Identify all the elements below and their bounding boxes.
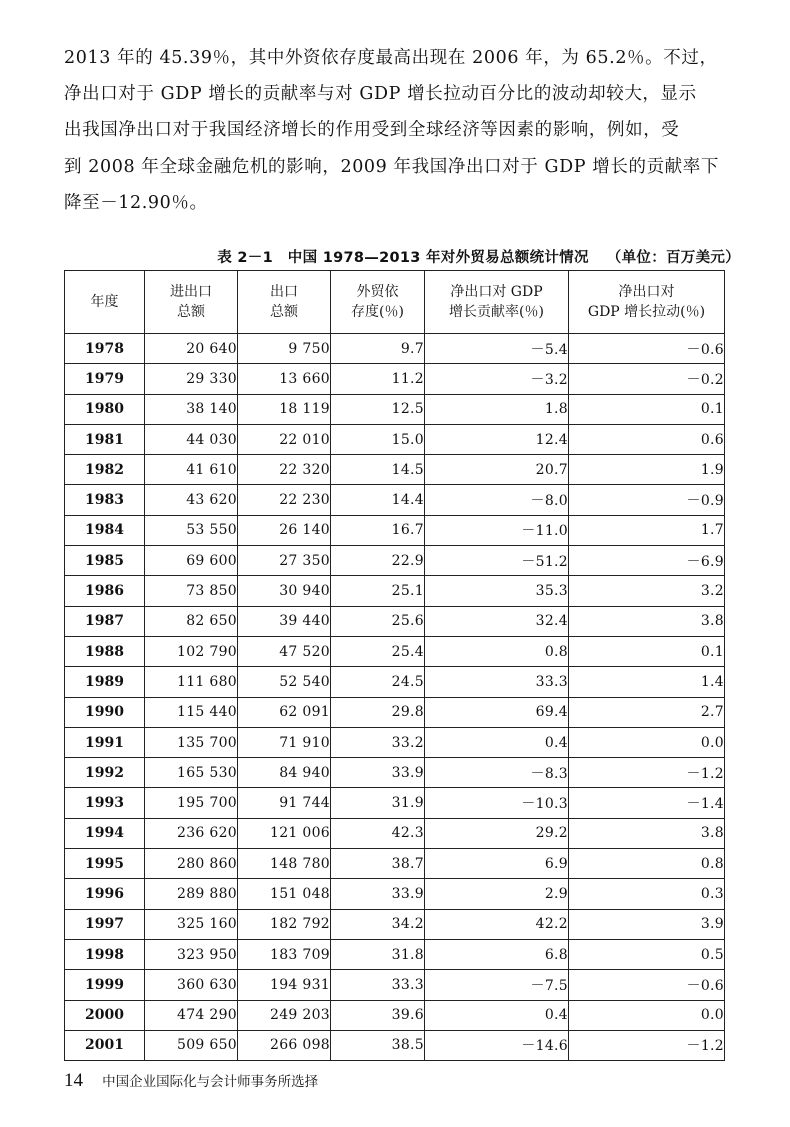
exports-cell: 22 010 xyxy=(238,424,331,454)
header-label: GDP 增长拉动(％) xyxy=(587,304,706,320)
header-label: 年度 xyxy=(90,294,119,310)
header-cell xyxy=(238,271,331,334)
dependency-cell: 11.2 xyxy=(331,364,425,394)
exports-cell: 194 931 xyxy=(238,970,331,1000)
exports-cell: 30 940 xyxy=(238,576,331,606)
contribution-cell: －5.4 xyxy=(425,334,569,364)
total-trade-cell: 111 680 xyxy=(145,667,238,697)
dependency-cell: 14.4 xyxy=(331,485,425,515)
year-cell: 1991 xyxy=(65,727,145,757)
total-trade-cell: 115 440 xyxy=(145,697,238,727)
year-cell: 1995 xyxy=(65,849,145,879)
header-label: 净出口对 GDP xyxy=(450,284,543,300)
exports-cell: 71 910 xyxy=(238,727,331,757)
total-trade-cell: 236 620 xyxy=(145,818,238,848)
pull-cell: －0.9 xyxy=(569,485,725,515)
table-row xyxy=(65,334,725,364)
pull-cell: －0.2 xyxy=(569,364,725,394)
header-cell xyxy=(65,271,145,334)
year-cell: 2001 xyxy=(65,1030,145,1060)
total-trade-cell: 280 860 xyxy=(145,849,238,879)
table-row xyxy=(65,697,725,727)
contribution-cell: 42.2 xyxy=(425,909,569,939)
exports-cell: 121 006 xyxy=(238,818,331,848)
contribution-cell: 20.7 xyxy=(425,455,569,485)
year-cell: 2000 xyxy=(65,1000,145,1030)
pull-cell: 3.8 xyxy=(569,818,725,848)
year-cell: 1998 xyxy=(65,939,145,969)
pull-cell: －1.4 xyxy=(569,788,725,818)
year-cell: 1996 xyxy=(65,879,145,909)
total-trade-cell: 73 850 xyxy=(145,576,238,606)
pull-cell: －6.9 xyxy=(569,546,725,576)
exports-cell: 183 709 xyxy=(238,939,331,969)
exports-cell: 52 540 xyxy=(238,667,331,697)
pull-cell: 0.0 xyxy=(569,1000,725,1030)
paragraph-line: 2013 年的 45.39％，其中外资依存度最高出现在 2006 年，为 65.2％。不过， xyxy=(64,48,718,68)
contribution-cell: －51.2 xyxy=(425,546,569,576)
table-row xyxy=(65,455,725,485)
dependency-cell: 15.0 xyxy=(331,424,425,454)
exports-cell: 26 140 xyxy=(238,515,331,545)
pull-cell: 0.1 xyxy=(569,394,725,424)
dependency-cell: 9.7 xyxy=(331,334,425,364)
pull-cell: 0.0 xyxy=(569,727,725,757)
year-cell: 1997 xyxy=(65,909,145,939)
pull-cell: 0.6 xyxy=(569,424,725,454)
dependency-cell: 24.5 xyxy=(331,667,425,697)
table-row xyxy=(65,394,725,424)
total-trade-cell: 29 330 xyxy=(145,364,238,394)
pull-cell: 3.8 xyxy=(569,606,725,636)
pull-cell: 0.1 xyxy=(569,636,725,666)
total-trade-cell: 165 530 xyxy=(145,758,238,788)
contribution-cell: 33.3 xyxy=(425,667,569,697)
header-label: 出口 xyxy=(270,284,298,300)
contribution-cell: －3.2 xyxy=(425,364,569,394)
total-trade-cell: 102 790 xyxy=(145,636,238,666)
dependency-cell: 12.5 xyxy=(331,394,425,424)
contribution-cell: －7.5 xyxy=(425,970,569,1000)
total-trade-cell: 325 160 xyxy=(145,909,238,939)
dependency-cell: 38.5 xyxy=(331,1030,425,1060)
dependency-cell: 16.7 xyxy=(331,515,425,545)
body-paragraph xyxy=(64,40,724,221)
contribution-cell: 1.8 xyxy=(425,394,569,424)
pull-cell: 3.9 xyxy=(569,909,725,939)
total-trade-cell: 135 700 xyxy=(145,727,238,757)
total-trade-cell: 289 880 xyxy=(145,879,238,909)
pull-cell: 1.7 xyxy=(569,515,725,545)
table-row xyxy=(65,818,725,848)
total-trade-cell: 323 950 xyxy=(145,939,238,969)
contribution-cell: －14.6 xyxy=(425,1030,569,1060)
total-trade-cell: 38 140 xyxy=(145,394,238,424)
table-row xyxy=(65,849,725,879)
pull-cell: 1.4 xyxy=(569,667,725,697)
contribution-cell: 69.4 xyxy=(425,697,569,727)
header-label: 总额 xyxy=(177,304,205,320)
dependency-cell: 31.8 xyxy=(331,939,425,969)
pull-cell: －0.6 xyxy=(569,334,725,364)
total-trade-cell: 44 030 xyxy=(145,424,238,454)
table-row xyxy=(65,970,725,1000)
exports-cell: 151 048 xyxy=(238,879,331,909)
total-trade-cell: 195 700 xyxy=(145,788,238,818)
dependency-cell: 38.7 xyxy=(331,849,425,879)
table-row xyxy=(65,606,725,636)
table-row xyxy=(65,364,725,394)
contribution-cell: 0.4 xyxy=(425,1000,569,1030)
dependency-cell: 22.9 xyxy=(331,546,425,576)
table-row xyxy=(65,424,725,454)
header-label: 外贸依 xyxy=(356,284,399,300)
contribution-cell: 0.8 xyxy=(425,636,569,666)
year-cell: 1984 xyxy=(65,515,145,545)
table-row xyxy=(65,515,725,545)
table-row xyxy=(65,1030,725,1060)
page-footer xyxy=(64,1070,318,1092)
contribution-cell: 29.2 xyxy=(425,818,569,848)
contribution-cell: －11.0 xyxy=(425,515,569,545)
total-trade-cell: 69 600 xyxy=(145,546,238,576)
table-row xyxy=(65,485,725,515)
dependency-cell: 33.9 xyxy=(331,879,425,909)
header-cell xyxy=(569,271,725,334)
contribution-cell: 6.8 xyxy=(425,939,569,969)
trade-statistics-table xyxy=(64,270,725,1061)
pull-cell: 0.3 xyxy=(569,879,725,909)
year-cell: 1993 xyxy=(65,788,145,818)
year-cell: 1979 xyxy=(65,364,145,394)
dependency-cell: 25.4 xyxy=(331,636,425,666)
header-label: 净出口对 xyxy=(618,284,675,300)
year-cell: 1983 xyxy=(65,485,145,515)
contribution-cell: －8.0 xyxy=(425,485,569,515)
total-trade-cell: 20 640 xyxy=(145,334,238,364)
dependency-cell: 39.6 xyxy=(331,1000,425,1030)
table-body xyxy=(65,334,725,1061)
paragraph-line: 到 2008 年全球金融危机的影响，2009 年我国净出口对于 GDP 增长的贡献率下 xyxy=(64,156,719,177)
pull-cell: －1.2 xyxy=(569,1030,725,1060)
table-title: 表 2－1 中国 1978—2013 年对外贸易总额统计情况 xyxy=(217,250,589,266)
table-unit: （单位：百万美元） xyxy=(606,250,740,266)
contribution-cell: 6.9 xyxy=(425,849,569,879)
year-cell: 1978 xyxy=(65,334,145,364)
dependency-cell: 34.2 xyxy=(331,909,425,939)
exports-cell: 182 792 xyxy=(238,909,331,939)
paragraph-line: 净出口对于 GDP 增长的贡献率与对 GDP 增长拉动百分比的波动却较大，显示 xyxy=(64,84,697,105)
dependency-cell: 25.1 xyxy=(331,576,425,606)
contribution-cell: 35.3 xyxy=(425,576,569,606)
dependency-cell: 33.3 xyxy=(331,970,425,1000)
total-trade-cell: 474 290 xyxy=(145,1000,238,1030)
exports-cell: 27 350 xyxy=(238,546,331,576)
exports-cell: 249 203 xyxy=(238,1000,331,1030)
year-cell: 1994 xyxy=(65,818,145,848)
exports-cell: 91 744 xyxy=(238,788,331,818)
exports-cell: 18 119 xyxy=(238,394,331,424)
year-cell: 1990 xyxy=(65,697,145,727)
dependency-cell: 14.5 xyxy=(331,455,425,485)
header-label: 进出口 xyxy=(170,284,212,300)
dependency-cell: 33.9 xyxy=(331,758,425,788)
total-trade-cell: 509 650 xyxy=(145,1030,238,1060)
total-trade-cell: 41 610 xyxy=(145,455,238,485)
table-row xyxy=(65,939,725,969)
table-row xyxy=(65,879,725,909)
paragraph-line: 出我国净出口对于我国经济增长的作用受到全球经济等因素的影响，例如，受 xyxy=(64,120,680,141)
year-cell: 1985 xyxy=(65,546,145,576)
year-cell: 1989 xyxy=(65,667,145,697)
year-cell: 1988 xyxy=(65,636,145,666)
pull-cell: 0.8 xyxy=(569,849,725,879)
table-row xyxy=(65,1000,725,1030)
exports-cell: 39 440 xyxy=(238,606,331,636)
page-number: 14 xyxy=(64,1070,83,1091)
exports-cell: 22 230 xyxy=(238,485,331,515)
table-row xyxy=(65,909,725,939)
total-trade-cell: 53 550 xyxy=(145,515,238,545)
header-cell xyxy=(331,271,425,334)
header-label: 存度(％) xyxy=(351,304,404,320)
exports-cell: 47 520 xyxy=(238,636,331,666)
exports-cell: 148 780 xyxy=(238,849,331,879)
table-row xyxy=(65,758,725,788)
table-row xyxy=(65,667,725,697)
dependency-cell: 42.3 xyxy=(331,818,425,848)
header-label: 总额 xyxy=(270,304,298,320)
table-row xyxy=(65,576,725,606)
book-title: 中国企业国际化与会计师事务所选择 xyxy=(102,1074,319,1090)
year-cell: 1980 xyxy=(65,394,145,424)
contribution-cell: －8.3 xyxy=(425,758,569,788)
header-label: 增长贡献率(％) xyxy=(449,304,544,320)
exports-cell: 13 660 xyxy=(238,364,331,394)
table-row xyxy=(65,636,725,666)
dependency-cell: 29.8 xyxy=(331,697,425,727)
header-cell xyxy=(425,271,569,334)
paragraph-line: 降至－12.90％。 xyxy=(64,192,208,213)
dependency-cell: 31.9 xyxy=(331,788,425,818)
pull-cell: －1.2 xyxy=(569,758,725,788)
year-cell: 1987 xyxy=(65,606,145,636)
pull-cell: 0.5 xyxy=(569,939,725,969)
total-trade-cell: 82 650 xyxy=(145,606,238,636)
contribution-cell: －10.3 xyxy=(425,788,569,818)
exports-cell: 266 098 xyxy=(238,1030,331,1060)
total-trade-cell: 43 620 xyxy=(145,485,238,515)
total-trade-cell: 360 630 xyxy=(145,970,238,1000)
year-cell: 1986 xyxy=(65,576,145,606)
exports-cell: 9 750 xyxy=(238,334,331,364)
table-row xyxy=(65,546,725,576)
contribution-cell: 0.4 xyxy=(425,727,569,757)
pull-cell: －0.6 xyxy=(569,970,725,1000)
dependency-cell: 25.6 xyxy=(331,606,425,636)
dependency-cell: 33.2 xyxy=(331,727,425,757)
pull-cell: 3.2 xyxy=(569,576,725,606)
year-cell: 1981 xyxy=(65,424,145,454)
pull-cell: 1.9 xyxy=(569,455,725,485)
contribution-cell: 2.9 xyxy=(425,879,569,909)
header-cell xyxy=(145,271,238,334)
pull-cell: 2.7 xyxy=(569,697,725,727)
contribution-cell: 32.4 xyxy=(425,606,569,636)
exports-cell: 84 940 xyxy=(238,758,331,788)
exports-cell: 62 091 xyxy=(238,697,331,727)
year-cell: 1982 xyxy=(65,455,145,485)
contribution-cell: 12.4 xyxy=(425,424,569,454)
exports-cell: 22 320 xyxy=(238,455,331,485)
year-cell: 1992 xyxy=(65,758,145,788)
table-row xyxy=(65,788,725,818)
table-row xyxy=(65,727,725,757)
table-header-row xyxy=(65,271,725,334)
year-cell: 1999 xyxy=(65,970,145,1000)
table-caption xyxy=(0,246,740,267)
